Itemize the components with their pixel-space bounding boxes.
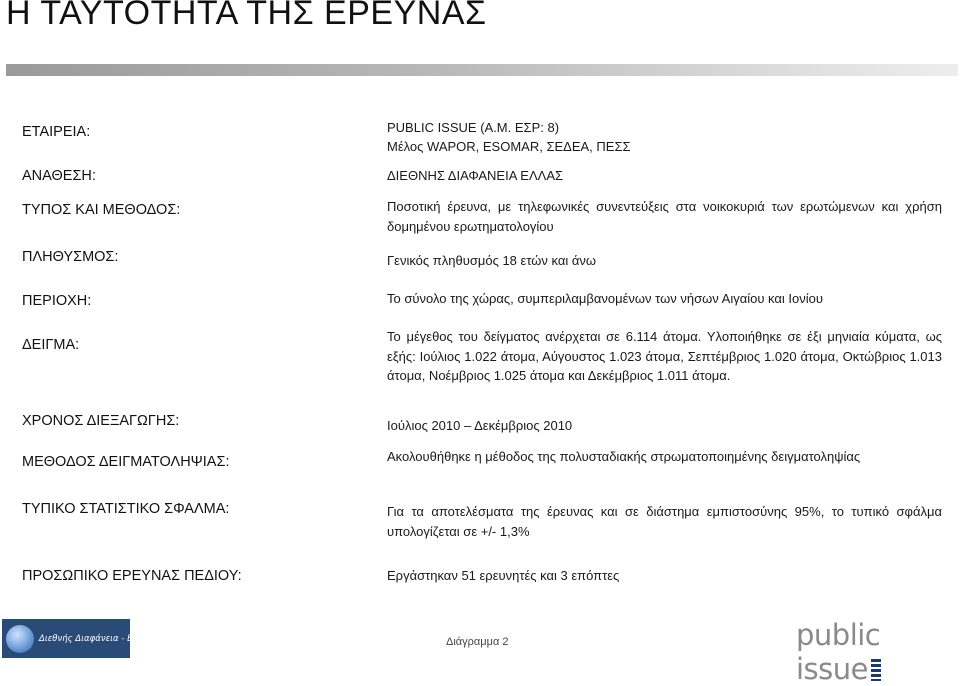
brand-stripes-icon <box>871 659 881 681</box>
label-type-method: ΤΥΠΟΣ ΚΑΙ ΜΕΘΟΔΟΣ: <box>22 202 181 218</box>
label-field-staff: ΠΡΟΣΩΠΙΚΟ ΕΡΕΥΝΑΣ ΠΕΔΙΟΥ: <box>22 568 242 584</box>
public-issue-logo <box>796 618 960 686</box>
brand-text: public issue <box>796 618 881 686</box>
page-label: Διάγραμμα 2 <box>446 636 509 648</box>
value-sampling-method: Ακολουθήθηκε η μέθοδος της πολυσταδιακής στρωματοποιημένης δειγματοληψίας <box>387 449 861 464</box>
label-population: ΠΛΗΘΥΣΜΟΣ: <box>22 249 119 265</box>
title-underline-bar <box>6 64 958 76</box>
value-field-staff: Εργάστηκαν 51 ερευνητές και 3 επόπτες <box>387 568 620 583</box>
value-sample: Το μέγεθος του δείγματος ανέρχεται σε 6.114 άτομα. Υλοποιήθηκε σε έξι μηνιαία κύματα, ως εξής: Ιούλιος 1.022 άτομα, Αύγουστος 1.023 άτομα, Σεπτέμβριος 1.020 άτομα, Οκτώβριος 1.013 άτομα, Νοέμβριος 1.025 άτομα και Δεκέμβριος 1.011 άτομα. <box>387 329 942 383</box>
label-duration: ΧΡΟΝΟΣ ΔΙΕΞΑΓΩΓΗΣ: <box>22 413 180 429</box>
page-title: Η ΤΑΥΤΟΤΗΤΑ ΤΗΣ ΕΡΕΥΝΑΣ <box>6 0 487 32</box>
transparency-international-logo <box>2 619 154 658</box>
label-area: ΠΕΡΙΟΧΗ: <box>22 293 92 309</box>
value-company-line-2: Μέλος WAPOR, ESOMAR, ΣΕΔΕΑ, ΠΕΣΣ <box>387 139 631 154</box>
value-assignment: ΔΙΕΘΝΗΣ ΔΙΑΦΑΝΕΙΑ ΕΛΛΑΣ <box>387 168 564 183</box>
value-population: Γενικός πληθυσμός 18 ετών και άνω <box>387 253 597 268</box>
value-duration: Ιούλιος 2010 – Δεκέμβριος 2010 <box>387 418 573 433</box>
value-type-method: Ποσοτική έρευνα, με τηλεφωνικές συνεντεύξεις στα νοικοκυριά των ερωτώμενων και χρήση δομημένου ερωτηματολογίου <box>387 199 942 234</box>
label-assignment: ΑΝΑΘΕΣΗ: <box>22 168 96 184</box>
label-company: ΕΤΑΙΡΕΙΑ: <box>22 124 91 140</box>
label-standard-error: ΤΥΠΙΚΟ ΣΤΑΤΙΣΤΙΚΟ ΣΦΑΛΜΑ: <box>22 501 230 517</box>
value-area: Το σύνολο της χώρας, συμπεριλαμβανομένων των νήσων Αιγαίου και Ιονίου <box>387 291 823 306</box>
label-sample: ΔΕΙΓΜΑ: <box>22 337 80 353</box>
value-standard-error: Για τα αποτελέσματα της έρευνας και σε διάστημα εμπιστοσύνης 95%, το τυπικό σφάλμα υπολογίζεται σε +/- 1,3% <box>387 504 942 539</box>
logo-text: Διεθνής Διαφάνεια - Ελλάς <box>39 633 154 644</box>
globe-icon <box>6 625 34 653</box>
label-sampling-method: ΜΕΘΟΔΟΣ ΔΕΙΓΜΑΤΟΛΗΨΙΑΣ: <box>22 454 230 470</box>
value-company-line-1: PUBLIC ISSUE (Α.Μ. ΕΣΡ: 8) <box>387 120 560 135</box>
